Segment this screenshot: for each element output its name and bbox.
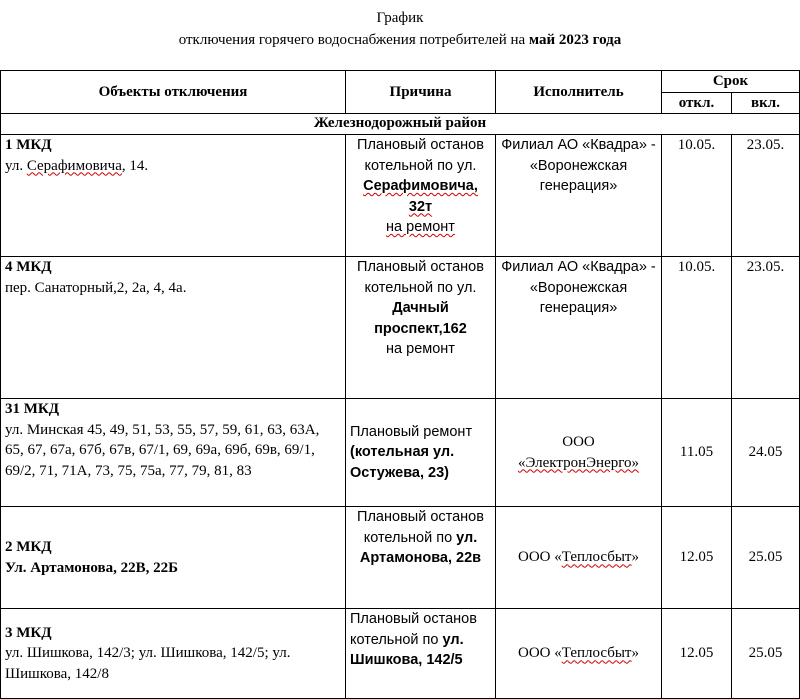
on-date: 23.05. [732, 257, 800, 399]
off-date: 12.05 [662, 609, 732, 699]
outage-schedule-table [0, 70, 800, 699]
reason-boiler: (котельная ул. Остужева, 23) [350, 444, 455, 481]
building-count: 31 МКД [5, 401, 60, 417]
reason-boiler: ул. Шишкова, 142/5 [350, 631, 464, 668]
address: ул. Шишкова, 142/3; ул. Шишкова, 142/5; ул. Шишкова, 142/8 [5, 645, 291, 682]
reason-text: Плановый останов котельной по ул. [357, 137, 484, 174]
reason-text: Плановый останов котельной по [350, 611, 477, 648]
objects-cell [1, 609, 346, 699]
table-row [1, 609, 800, 699]
district-row: Железнодорожный район [1, 114, 800, 135]
objects-cell [1, 507, 346, 609]
objects-cell [1, 257, 346, 399]
doc-subtitle-period: май 2023 года [528, 32, 622, 48]
doc-subtitle [0, 30, 800, 50]
reason-text: Плановый останов котельной по [357, 509, 484, 546]
reason-cell [346, 399, 496, 507]
executor-cell [496, 609, 662, 699]
reason-boiler: Дачный проспект,162 [374, 300, 467, 337]
col-header-term: Срок [662, 71, 800, 93]
reason-text: Плановый останов котельной по ул. [357, 259, 484, 296]
on-date: 25.05 [732, 507, 800, 609]
table-row [1, 399, 800, 507]
executor-cell [496, 507, 662, 609]
executor-cell [496, 399, 662, 507]
col-header-reason: Причина [346, 71, 496, 114]
on-date: 24.05 [732, 399, 800, 507]
executor-prefix: ООО [562, 434, 595, 450]
col-header-on: вкл. [732, 92, 800, 114]
executor-suffix: » [631, 645, 639, 662]
building-count: 1 МКД [5, 137, 52, 153]
col-header-objects: Объекты отключения [1, 71, 346, 114]
reason-cell [346, 257, 496, 399]
executor-prefix: ООО « [518, 549, 562, 566]
off-date: 10.05. [662, 257, 732, 399]
table-row [1, 507, 800, 609]
reason-boiler: Серафимовича, 32т [363, 178, 478, 215]
reason-cell [346, 135, 496, 257]
reason-tail: на ремонт [386, 341, 455, 357]
on-date: 23.05. [732, 135, 800, 257]
reason-text: Плановый ремонт [350, 423, 473, 440]
table-row [1, 135, 800, 257]
on-date: 25.05 [732, 609, 800, 699]
executor-cell: Филиал АО «Квадра» - «Воронежская генерация» [496, 257, 662, 399]
address-prefix: ул. [5, 157, 27, 174]
col-header-executor: Исполнитель [496, 71, 662, 114]
reason-cell [346, 609, 496, 699]
off-date: 12.05 [662, 507, 732, 609]
building-count: 2 МКД [5, 539, 52, 555]
executor-suffix: » [631, 549, 639, 566]
col-header-off: откл. [662, 92, 732, 114]
objects-cell [1, 135, 346, 257]
objects-cell [1, 399, 346, 507]
table-row [1, 257, 800, 399]
doc-subtitle-text: отключения горячего водоснабжения потребителей на [178, 32, 529, 48]
doc-title: График [376, 10, 424, 26]
executor-company: «ЭлектронЭнерго» [517, 454, 640, 471]
reason-tail: на ремонт [386, 219, 455, 235]
building-count: 4 МКД [5, 259, 52, 275]
address-street: Серафимовича [26, 157, 122, 174]
executor-cell: Филиал АО «Квадра» - «Воронежская генерация» [496, 135, 662, 257]
reason-cell [346, 507, 496, 609]
address: ул. Минская 45, 49, 51, 53, 55, 57, 59, 61, 63, 63А, 65, 67, 67а, 67б, 67в, 67/1, 69, 69а, 69б, 69в, 69/1, 69/2, 71, 71А, 73, 75, 75а, 77, 79, 81, 83 [5, 421, 320, 479]
executor-company: Теплосбыт [561, 549, 632, 566]
off-date: 10.05. [662, 135, 732, 257]
executor-company: Теплосбыт [561, 645, 632, 662]
building-count: 3 МКД [5, 624, 52, 641]
address: Ул. Артамонова, 22В, 22Б [5, 559, 179, 576]
address: пер. Санаторный,2, 2а, 4, 4а. [5, 279, 187, 296]
off-date: 11.05 [662, 399, 732, 507]
reason-boiler: ул. Артамонова, 22в [359, 529, 482, 566]
executor-prefix: ООО « [518, 645, 562, 662]
address-suffix: , 14. [121, 157, 149, 174]
